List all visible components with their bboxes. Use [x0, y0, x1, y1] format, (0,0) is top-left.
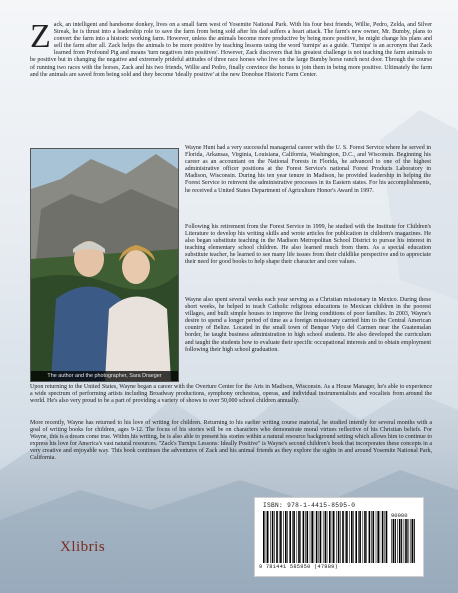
publisher-logo: Xlibris [60, 539, 106, 555]
barcode-bar [366, 511, 367, 563]
barcode-bar [307, 511, 309, 563]
barcode-bar [346, 511, 348, 563]
barcode-bar [305, 511, 306, 563]
barcode-bar [353, 511, 354, 563]
barcode-bar [270, 511, 271, 563]
price-barcode-bar [399, 519, 401, 563]
barcode-bar [272, 511, 274, 563]
barcode-bar [358, 511, 359, 563]
price-barcode-bar [395, 519, 396, 563]
barcode-bar [263, 511, 265, 563]
barcode-bar [359, 511, 361, 563]
price-barcode-bars [391, 519, 417, 563]
photo-caption: The author and the photographer, Sara Draeger [31, 371, 178, 381]
barcode-bar [287, 511, 288, 563]
barcode-bar [300, 511, 301, 563]
bio-paragraph-4: Upon returning to the United States, Wayne began a career with the Overture Center for the Arts in Madison, Wisconsin. As a House Manager, he's able to experience a wide spectrum of performing artists including Broadway productions, symphony orchestras, operas, and individual instrumentalists and vocalists from around the world. He's also very proud to be a part of providing a variety of shows to over 50,000 school children annually. [30, 384, 432, 405]
barcode-bar [364, 511, 366, 563]
barcode-bar [267, 511, 269, 563]
barcode-bar [280, 511, 282, 563]
barcode-bar [292, 511, 293, 563]
barcode-bar [293, 511, 295, 563]
barcode-bar [376, 511, 377, 563]
barcode-bar [340, 511, 341, 563]
price-barcode-bar [404, 519, 405, 563]
barcode-bar [382, 511, 384, 563]
barcode-bar [319, 511, 320, 563]
price-code: 90000 [391, 512, 408, 519]
barcode-bar [325, 511, 327, 563]
price-barcode-bar [407, 519, 408, 563]
intro-text: ack, an intelligent and handsome donkey, lives on a small farm west of Yosemite National Park. With his four best friends, Willie, Pedro, Zelda, and Silver Streak, he is thrust into a leadership role to save the farm from being sold after his dad suffers a heart attack. The farm's new owner, Mr. Bumby, plans to convert the farm into a historic working farm. However, unless the animals become more productive by being more positive, he might change his plans and sell the farm after all. Zack helps the animals to be more positive by teaching lessons using the word 'turnips' as a guide. 'Turnips' is an acronym that Zack learned from Profound Pig and means 'turn negatives into positives'. However, Zack discovers that his greatest challenge is not teaching the farm animals to be positive but in changing the negative and extremely prideful attitudes of three race horses who live on the large Bumby horse ranch next door. Through the course of running two races with the horses, Zack and his two friends, Willie and Pedro, finally convince the horses to join them in being more positive. Ultimately the farm and the animals are saved from being sold and they become 'ideally positive' at the new Donohue Historic Farm Center. [30, 22, 432, 78]
isbn-barcode [254, 497, 424, 577]
barcode-bar [371, 511, 372, 563]
barcode-bar [314, 511, 315, 563]
drop-cap: Z [30, 18, 51, 55]
photo-illustration [31, 149, 178, 381]
price-barcode-bar [393, 519, 395, 563]
barcode-bar [377, 511, 379, 563]
barcode-bar [311, 511, 313, 563]
barcode-bar [274, 511, 275, 563]
barcode-bar [380, 511, 381, 563]
barcode-bar [355, 511, 357, 563]
price-barcode-bar [391, 519, 392, 563]
barcode-bar [285, 511, 287, 563]
barcode-bar [332, 511, 333, 563]
barcode-bar [342, 511, 344, 563]
price-barcode-bar [397, 519, 398, 563]
barcode-bar [289, 511, 291, 563]
barcode-bars [263, 511, 389, 563]
price-barcode-bar [405, 519, 407, 563]
bio-paragraph-5: More recently, Wayne has returned to his love of writing for children. Returning to his earlier writing course material, he studied intently for several months with a goal of writing books for children, ages 9-12. The focus of his stories will be on characters who demonstrate moral virtues reflective of his Christian beliefs. For Wayne, this is a dream come true. Within his writing, he is also able to present his stories within a natural resource background setting which allows him to continue to express his love for America's vast natural resources. "Zack's Turnips Lessons: Ideally Positive" is Wayne's second children's book that incorporates these concepts in a very creative and enjoyable way. This book continues the adventures of Zack and his animal friends as they explore the sights in and around Yosemite National Park, California. [30, 420, 432, 462]
author-photo [30, 148, 179, 382]
barcode-bar [327, 511, 328, 563]
barcode-bar [279, 511, 280, 563]
barcode-bar [320, 511, 322, 563]
bio-paragraph-1: Wayne Hunt had a very successful managerial career with the U. S. Forest Service where he served in Florida, Arkansas, Virginia, Louisiana, California, Washington, D.C., and Wisconsin. Beginning his career as an accountant on the National Forests in Florida, he advanced to one of the highest administrative officer positions at the Forest Service's national Forest Products Laboratory in Madison, Wisconsin. During his ten year tenure in Madison, he provided leadership in helping the Forest Service to reinvent the administrative processes in its Eastern states. For his accomplishments, he received a United States Department of Agriculture Honor's Award in 1997. [185, 145, 431, 194]
barcode-bar [336, 511, 337, 563]
barcode-bar [303, 511, 305, 563]
bio-paragraph-3: Wayne also spent several weeks each year serving as a Christian missionary in Mexico. During these short weeks, he helped to teach Catholic religious educations to Mexican children in the poorest villages, and built simple houses to improve the living conditions of poor families. In 2003, Wayne's desire to spend a longer period of time as a foreign missionary carried him to the Central American country of Belize. Located in the small town of Benque Viejo del Carmen near the Guatemalan border, he taught business administration to high school students. He also developed the curriculum and taught the students how to evaluate their specific occupational interests and to obtain employment following their high school graduation. [185, 297, 431, 353]
barcode-bar [333, 511, 335, 563]
barcode-bar [345, 511, 346, 563]
barcode-digits: 9 781441 585950 (47889) [259, 564, 339, 570]
price-barcode-bar [412, 519, 414, 563]
barcode-bar [363, 511, 364, 563]
barcode-bar [283, 511, 284, 563]
barcode-bar [276, 511, 278, 563]
barcode-bar [316, 511, 318, 563]
barcode-bar [349, 511, 350, 563]
isbn-label: ISBN: 978-1-4415-8595-0 [263, 502, 356, 509]
barcode-bar [385, 511, 386, 563]
barcode-bar [351, 511, 353, 563]
intro-blurb [30, 18, 432, 79]
price-barcode-bar [401, 519, 402, 563]
barcode-bar [323, 511, 324, 563]
barcode-bar [338, 511, 340, 563]
bio-paragraph-2: Following his retirement from the Forest Service in 1999, he studied with the Institute for Children's Literature to develop his writing skills and wrote articles for publication in children's magazines. He also began substitute teaching in the Madison Metropolitan School District to pursue his interest in teaching elementary school children. He also learned much from them. As a special education substitute teacher, he learned to see many life issues from their childlike perspective and to appreciate their need for good books to help shape their character and core values. [185, 224, 431, 266]
barcode-bar [297, 511, 298, 563]
barcode-bar [298, 511, 300, 563]
price-barcode-bar [414, 519, 415, 563]
barcode-bar [373, 511, 375, 563]
barcode-bar [266, 511, 267, 563]
price-barcode-bar [410, 519, 411, 563]
barcode-bar [369, 511, 371, 563]
barcode-bar [329, 511, 331, 563]
barcode-bar [310, 511, 311, 563]
barcode-bar [386, 511, 388, 563]
